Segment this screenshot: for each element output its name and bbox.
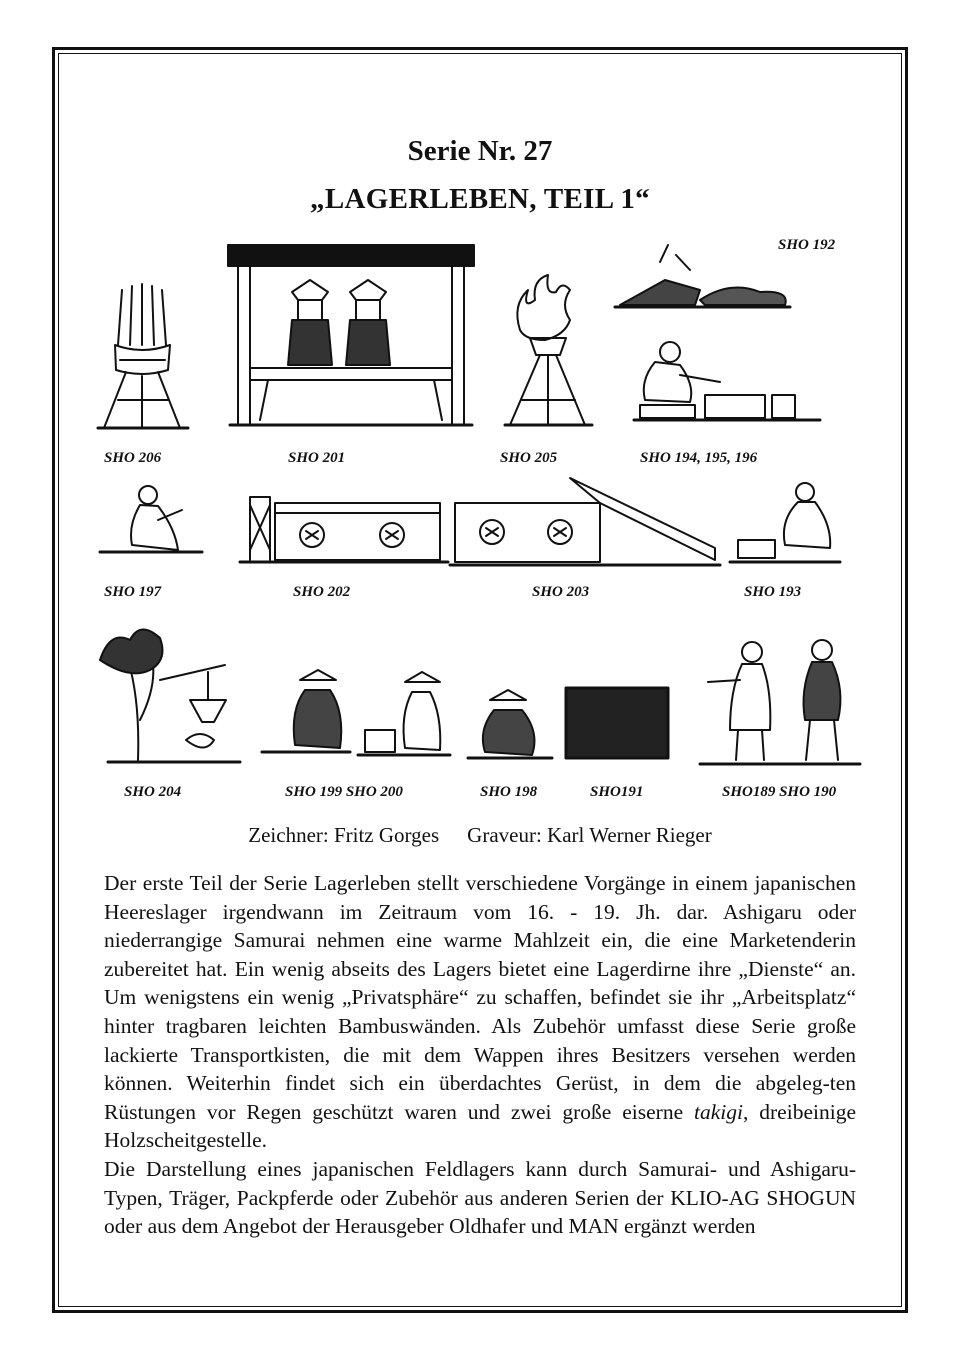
burning-takigi-illustration-205: [505, 275, 592, 425]
transport-chest-illustration-202: [240, 497, 448, 562]
label-sho201: SHO 201: [288, 450, 346, 466]
description-p1-tail: , dreibeinige Holzscheitgestelle.: [104, 1099, 856, 1153]
label-sho203: SHO 203: [532, 584, 590, 600]
drawer-credit: Zeichner: Fritz Gorges: [248, 823, 440, 847]
seated-samurai-illustration-198: [468, 690, 552, 758]
label-sho204: SHO 204: [124, 784, 182, 800]
armour-shelter-illustration-201: [228, 245, 474, 425]
label-sho191: SHO191: [590, 784, 644, 800]
description-p1-text: Der erste Teil der Serie Lagerleben stellt verschiedene Vorgänge in einem japanischen Heereslager irgendwann im Zeitraum vom 16. - 19. Jh. dar. Ashigaru oder niederrangige Samurai nehmen eine warme Mahlzeit ein, die eine Marketenderin zubereitet hat. Ein wenig abseits des Lagers bietet eine Lagerdirne ihre „Dienste“ an. Um wenigstens ein wenig „Privatsphäre“ zu schaffen, befindet sie ihr „Arbeitsplatz“ hinter tragbaren leichten Bambuswänden. Als Zubehör umfasst diese Serie große lackierte Transportkisten, die mit dem Wappen ihres Besitzers versehen werden können. Weiterhin findet sich ein überdachtes Gerüst, in dem die abgeleg-ten Rüstungen vor Regen geschützt waren und zwei große eiserne: [104, 871, 856, 1124]
label-sho198: SHO 198: [480, 784, 538, 800]
credits-line: [0, 823, 960, 848]
label-sho199-200: SHO 199 SHO 200: [285, 784, 403, 800]
takigi-stand-illustration-206: [98, 284, 188, 428]
description-paragraph-1: [104, 869, 856, 1155]
label-sho193: SHO 193: [744, 584, 802, 600]
lying-figure-illustration-192: [615, 245, 790, 307]
description-p1-italic-term: takigi: [694, 1099, 743, 1124]
tree-with-pot-illustration-204: [100, 629, 240, 762]
seated-woman-illustration-197: [100, 486, 202, 552]
description-paragraph-2: Die Darstellung eines japanischen Feldlagers kann durch Samurai- und Ashigaru-Typen, Träger, Packpferde oder Zubehör aus anderen Serien der KLIO-AG SHOGUN oder aus dem Angebot der Herausgeber Oldhafer und MAN ergänzt werden: [104, 1156, 856, 1239]
bamboo-screen-illustration-191: [566, 688, 668, 758]
label-sho202: SHO 202: [293, 584, 351, 600]
working-figure-illustration-193: [730, 483, 840, 562]
series-number: Serie Nr. 27: [407, 135, 553, 167]
description-text: [104, 869, 856, 1241]
label-sho205: SHO 205: [500, 450, 558, 466]
label-sho189-190: SHO189 SHO 190: [722, 784, 837, 800]
samurai-and-seller-illustration-199-200: [262, 670, 450, 755]
standing-figures-illustration-189-190: [700, 640, 860, 764]
label-sho197: SHO 197: [104, 584, 162, 600]
open-chest-illustration-203: [450, 478, 720, 565]
label-sho194-196: SHO 194, 195, 196: [640, 450, 758, 466]
engraver-credit: Graveur: Karl Werner Rieger: [467, 823, 712, 847]
label-sho206: SHO 206: [104, 450, 162, 466]
cook-with-pots-illustration-194: [634, 342, 820, 420]
label-sho192: SHO 192: [778, 237, 836, 253]
series-title: „LAGERLEBEN, TEIL 1“: [310, 183, 650, 215]
